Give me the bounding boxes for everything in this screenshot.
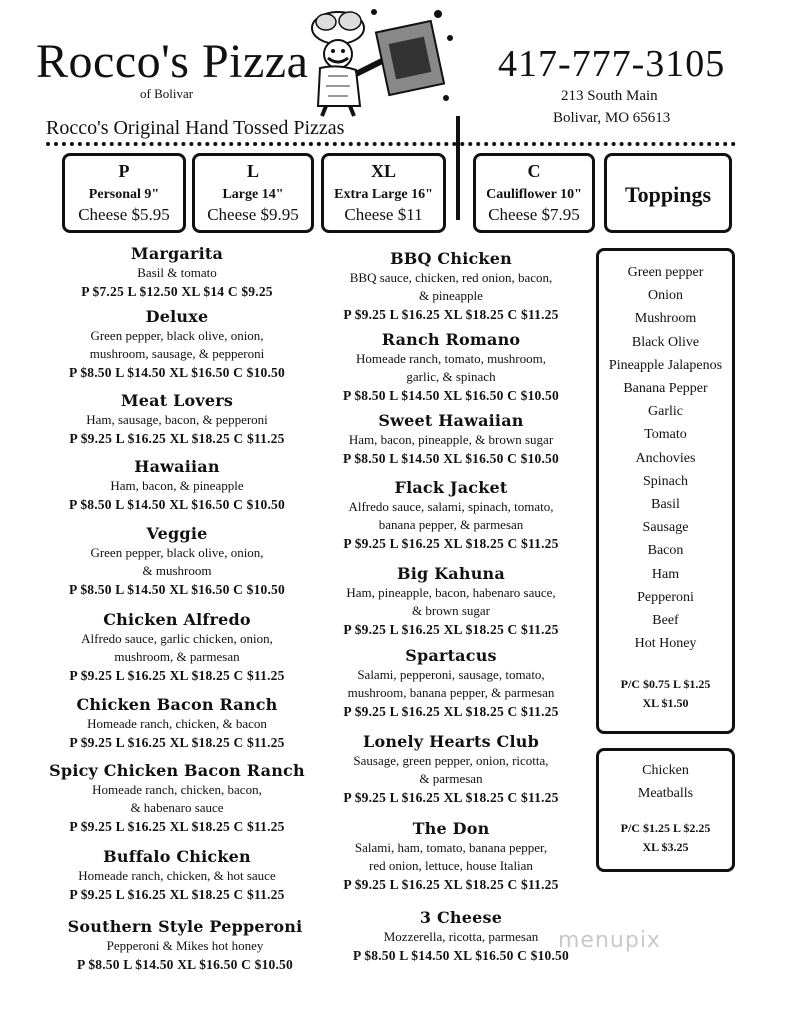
pizza-spartacus — [306, 645, 596, 721]
pizza-desc: Sausage, green pepper, onion, ricotta, — [353, 753, 549, 768]
size-box-cauliflower — [473, 153, 595, 233]
pizza-name: Chicken Alfredo — [103, 610, 251, 629]
pizza-desc: Green pepper, black olive, onion, — [90, 328, 264, 343]
topping-item: Garlic — [648, 404, 683, 420]
topping-item: Chicken — [642, 763, 689, 778]
pizza-desc: & brown sugar — [412, 603, 490, 618]
pizza-desc: Ham, pineapple, bacon, habenaro sauce, — [346, 585, 556, 600]
pizza-price: P $8.50 L $14.50 XL $16.50 C $10.50 — [353, 948, 569, 963]
pizza-name: Big Kahuna — [397, 564, 505, 583]
pizza-price: P $8.50 L $14.50 XL $16.50 C $10.50 — [69, 497, 285, 512]
phone-number[interactable]: 417-777-3105 — [498, 43, 726, 85]
toppings-title: Toppings — [624, 182, 712, 207]
pizza-flack-jacket — [306, 477, 596, 553]
pizza-price: P $9.25 L $16.25 XL $18.25 C $11.25 — [343, 877, 559, 892]
size-code: C — [527, 161, 541, 181]
pizza-name: The Don — [412, 819, 490, 838]
size-code: XL — [370, 161, 396, 181]
topping-item: Anchovies — [635, 450, 696, 466]
pizza-price: P $9.25 L $16.25 XL $18.25 C $11.25 — [343, 790, 559, 805]
pizza-name: 3 Cheese — [419, 908, 503, 927]
size-code: L — [246, 161, 259, 181]
pizza-price: P $8.50 L $14.50 XL $16.50 C $10.50 — [69, 582, 285, 597]
pizza-bbq-chicken — [306, 248, 596, 324]
pizza-desc: & parmesan — [419, 771, 483, 786]
pizza-desc: & mushroom — [142, 563, 212, 578]
pizza-desc: Alfredo sauce, garlic chicken, onion, — [81, 631, 273, 646]
topping-item: Onion — [648, 288, 683, 304]
pizza-price: P $8.50 L $14.50 XL $16.50 C $10.50 — [69, 365, 285, 380]
pizza-price: P $9.25 L $16.25 XL $18.25 C $11.25 — [343, 622, 559, 637]
topping-item: Bacon — [647, 543, 684, 559]
pizza-desc: mushroom, & parmesan — [114, 649, 240, 664]
pizza-name: Meat Lovers — [120, 391, 234, 410]
pizza-desc: mushroom, sausage, & pepperoni — [89, 346, 265, 361]
pizza-price: P $9.25 L $16.25 XL $18.25 C $11.25 — [69, 668, 285, 683]
pizza-price: P $8.50 L $14.50 XL $16.50 C $10.50 — [77, 957, 293, 972]
pizza-desc: Ham, sausage, bacon, & pepperoni — [86, 412, 268, 427]
vertical-divider — [456, 116, 460, 220]
pizza-name: Sweet Hawaiian — [378, 411, 524, 430]
pizza-margarita — [32, 243, 322, 301]
dotted-divider — [46, 142, 736, 146]
watermark: menupix — [558, 928, 661, 953]
pizza-chicken-alfredo — [32, 609, 322, 685]
topping-item: Hot Honey — [634, 636, 697, 652]
pizza-name: Chicken Bacon Ranch — [76, 695, 278, 714]
topping-item: Ham — [651, 566, 680, 582]
location-tag: of Bolivar — [140, 86, 194, 101]
pizza-price: P $9.25 L $16.25 XL $18.25 C $11.25 — [69, 431, 285, 446]
size-name: Personal 9" — [88, 187, 160, 202]
pizza-desc: & habenaro sauce — [130, 800, 224, 815]
pizza-name: Deluxe — [145, 307, 209, 326]
pizza-hawaiian — [32, 456, 322, 514]
size-name: Large 14" — [222, 187, 284, 202]
pizza-desc: Salami, ham, tomato, banana pepper, — [354, 840, 548, 855]
toppings-box — [596, 248, 735, 734]
topping-price: XL $1.50 — [642, 696, 689, 711]
address-line-1: 213 South Main — [561, 88, 658, 104]
pizza-chicken-bacon-ranch — [32, 694, 322, 752]
topping-item: Black Olive — [631, 334, 700, 350]
pizza-desc: banana pepper, & parmesan — [378, 517, 524, 532]
topping-item: Pepperoni — [637, 589, 694, 605]
topping-item: Tomato — [644, 427, 687, 443]
topping-price: XL $3.25 — [642, 840, 689, 855]
pizza-name: Southern Style Pepperoni — [67, 917, 303, 936]
size-price: Cheese $7.95 — [488, 205, 580, 224]
pizza-price: P $8.50 L $14.50 XL $16.50 C $10.50 — [343, 388, 559, 403]
pizza-the-don — [306, 818, 596, 894]
pizza-desc: Ham, bacon, & pineapple — [110, 478, 244, 493]
topping-item: Meatballs — [637, 786, 694, 802]
topping-item: Pineapple Jalapenos — [608, 357, 723, 373]
premium-toppings-box — [596, 748, 735, 872]
pizza-name: Spartacus — [405, 646, 497, 665]
pizza-meat-lovers — [32, 390, 322, 448]
pizza-southern-style-pepperoni — [40, 916, 330, 974]
pizza-buffalo-chicken — [32, 846, 322, 904]
restaurant-name: Rocco's Pizza — [36, 35, 309, 88]
pizza-price: P $9.25 L $16.25 XL $18.25 C $11.25 — [343, 536, 559, 551]
pizza-desc: BBQ sauce, chicken, red onion, bacon, — [349, 270, 553, 285]
pizza-big-kahuna — [306, 563, 596, 639]
pizza-name: Flack Jacket — [394, 478, 508, 497]
size-price: Cheese $11 — [344, 205, 423, 224]
pizza-desc: mushroom, banana pepper, & parmesan — [347, 685, 555, 700]
size-name: Cauliflower 10" — [486, 187, 582, 202]
pizza-price: P $9.25 L $16.25 XL $18.25 C $11.25 — [69, 735, 285, 750]
pizza-desc: & pineapple — [419, 288, 483, 303]
topping-price: P/C $1.25 L $2.25 — [620, 821, 711, 836]
pizza-desc: Green pepper, black olive, onion, — [90, 545, 264, 560]
pizza-name: Buffalo Chicken — [103, 847, 251, 866]
pizza-ranch-romano — [306, 329, 596, 405]
pizza-desc: red onion, lettuce, house Italian — [369, 858, 533, 873]
topping-item: Mushroom — [634, 311, 697, 327]
size-box-extra-large — [321, 153, 446, 233]
toppings-header-box — [604, 153, 732, 233]
pizza-spicy-chicken-bacon-ranch — [32, 760, 322, 836]
pizza-price: P $9.25 L $16.25 XL $18.25 C $11.25 — [343, 307, 559, 322]
pizza-desc: Pepperoni & Mikes hot honey — [106, 938, 264, 953]
pizza-price: P $9.25 L $16.25 XL $18.25 C $11.25 — [69, 819, 285, 834]
pizza-desc: garlic, & spinach — [406, 369, 496, 384]
pizza-deluxe — [32, 306, 322, 382]
size-box-large — [192, 153, 314, 233]
pizza-name: Margarita — [130, 244, 224, 263]
topping-item: Banana Pepper — [623, 381, 708, 397]
pizza-name: Spicy Chicken Bacon Ranch — [49, 761, 305, 780]
size-name: Extra Large 16" — [334, 187, 433, 202]
pizza-desc: Salami, pepperoni, sausage, tomato, — [357, 667, 545, 682]
pizza-price: P $9.25 L $16.25 XL $18.25 C $11.25 — [69, 887, 285, 902]
pizza-price: P $7.25 L $12.50 XL $14 C $9.25 — [81, 284, 273, 299]
topping-item: Basil — [651, 497, 680, 513]
pizza-price: P $9.25 L $16.25 XL $18.25 C $11.25 — [343, 704, 559, 719]
pizza-name: BBQ Chicken — [390, 249, 512, 268]
size-code: P — [118, 161, 130, 181]
size-box-personal — [62, 153, 186, 233]
topping-item: Spinach — [642, 473, 689, 489]
pizza-desc: Homeade ranch, tomato, mushroom, — [356, 351, 546, 366]
topping-item: Green pepper — [627, 265, 704, 280]
pizza-desc: Basil & tomato — [137, 265, 217, 280]
pizza-lonely-hearts-club — [306, 731, 596, 807]
topping-item: Beef — [652, 613, 679, 629]
pizza-desc: Ham, bacon, pineapple, & brown sugar — [348, 432, 554, 447]
pizza-desc: Homeade ranch, chicken, bacon, — [92, 782, 262, 797]
pizza-name: Ranch Romano — [381, 330, 521, 349]
pizza-name: Veggie — [146, 524, 208, 543]
pizza-sweet-hawaiian — [306, 410, 596, 468]
chef-logo-icon — [298, 6, 458, 118]
pizza-name: Hawaiian — [134, 457, 220, 476]
pizza-desc: Mozzerella, ricotta, parmesan — [383, 929, 539, 944]
pizza-veggie — [32, 523, 322, 599]
size-price: Cheese $5.95 — [78, 205, 170, 224]
pizza-desc: Homeade ranch, chicken, & hot sauce — [78, 868, 276, 883]
pizza-desc: Alfredo sauce, salami, spinach, tomato, — [348, 499, 554, 514]
pizza-price: P $8.50 L $14.50 XL $16.50 C $10.50 — [343, 451, 559, 466]
topping-price: P/C $0.75 L $1.25 — [620, 677, 711, 692]
pizza-desc: Homeade ranch, chicken, & bacon — [87, 716, 267, 731]
menu-subtitle: Rocco's Original Hand Tossed Pizzas — [46, 117, 345, 139]
pizza-name: Lonely Hearts Club — [363, 732, 539, 751]
topping-item: Sausage — [642, 520, 689, 536]
size-price: Cheese $9.95 — [207, 205, 299, 224]
address-line-2: Bolivar, MO 65613 — [553, 110, 671, 126]
